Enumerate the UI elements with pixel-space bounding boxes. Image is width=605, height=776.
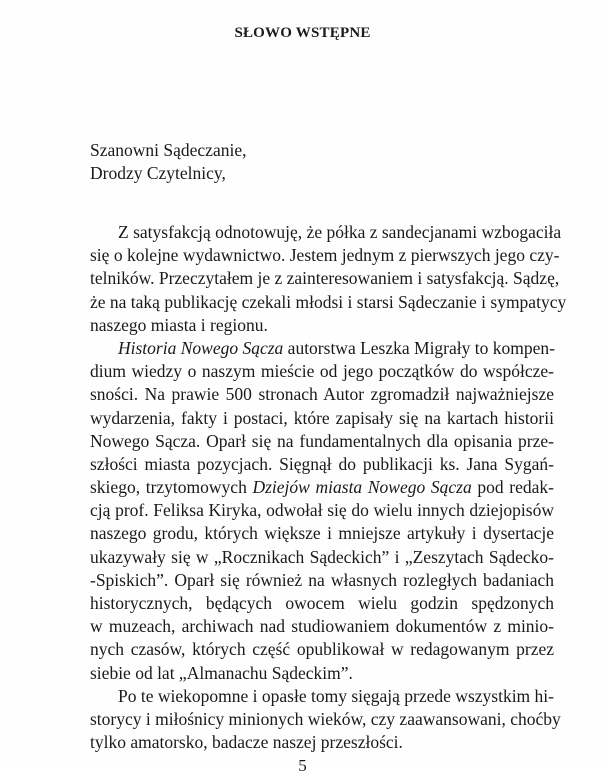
- text-line: [90, 569, 554, 592]
- text-run: siebie od lat „Almanachu Sądeckim”.: [90, 662, 353, 683]
- text-run: skiego, trzytomowych: [90, 477, 253, 498]
- text-run: szłości miasta pozycjach. Sięgnął do publikacji ks. Jana Sygań-: [90, 453, 554, 474]
- text-line: [90, 476, 554, 499]
- text-line: [90, 267, 560, 290]
- text-line: [90, 731, 554, 754]
- text-run: historycznych, będących owocem wielu godzin spędzonych: [90, 593, 554, 613]
- text-run: storycy i miłośnicy minionych wieków, czy zaawansowani, choćby: [90, 708, 561, 729]
- text-run: że na taką publikację czekali młodsi i starsi Sądeczanie i sympatycy: [90, 291, 567, 312]
- text-run: Z satysfakcją odnotowuję, że półka z sandecjanami wzbogaciła: [118, 222, 562, 242]
- text-run: pod redak-: [471, 477, 554, 498]
- text-line: [90, 522, 554, 545]
- salutation: [90, 139, 246, 185]
- text-line: [90, 430, 554, 453]
- salutation-line: Szanowni Sądeczanie,: [90, 140, 247, 160]
- text-run: autorstwa Leszka Migrały to kompen-: [283, 337, 555, 358]
- italic-title: Historia Nowego Sącza: [118, 337, 284, 358]
- text-line: [90, 407, 554, 430]
- body-text: [90, 221, 567, 754]
- text-run: wydarzenia, fakty i postaci, które zapisały się na kartach historii: [90, 407, 554, 428]
- text-line: [90, 662, 554, 685]
- text-line: [90, 708, 561, 731]
- text-run: -Spiskich”. Oparł się również na własnych rozległych badaniach: [90, 569, 554, 590]
- text-run: telników. Przeczytałem je z zainteresowaniem i satysfakcją. Sądzę,: [90, 268, 560, 289]
- text-run: Po te wiekopomne i opasłe tomy sięgają przede wszystkim hi-: [118, 685, 554, 706]
- text-line: [90, 499, 554, 522]
- page-title: SŁOWO WSTĘPNE: [234, 25, 371, 41]
- text-run: naszego miasta i regionu.: [90, 314, 268, 335]
- italic-title: Dziejów miasta Nowego Sącza: [252, 477, 472, 498]
- text-run: naszego grodu, których większe i mniejsze artykuły i dysertacje: [90, 523, 554, 544]
- text-run: dium wiedzy o naszym mieście od jego początków do współcze-: [90, 361, 554, 382]
- text-run: się o kolejne wydawnictwo. Jestem jednym z pierwszych jego czy-: [90, 245, 560, 266]
- text-line: [90, 291, 567, 314]
- text-run: Nowego Sącza. Oparł się na fundamentalnych dla opisania prze-: [90, 430, 554, 451]
- salutation-line: Drodzy Czytelnicy,: [90, 163, 226, 183]
- text-line: [90, 314, 554, 337]
- text-line: [90, 383, 554, 406]
- text-run: nych czasów, których część opublikował w redagowanym przez: [90, 639, 554, 660]
- text-run: ukazywały się w „Rocznikach Sądeckich” i „Zeszytach Sądecko-: [90, 546, 554, 567]
- text-line: [90, 453, 554, 476]
- text-run: tylko amatorsko, badacze naszej przeszłości.: [90, 732, 403, 753]
- text-line: [90, 638, 554, 661]
- text-run: w muzeach, archiwach nad studiowaniem dokumentów z minio-: [90, 616, 554, 637]
- text-line: [90, 337, 554, 360]
- text-line: [90, 221, 562, 244]
- text-run: sności. Na prawie 500 stronach Autor zgromadził najważniejsze: [90, 384, 554, 405]
- text-line: [90, 244, 560, 267]
- text-line: [90, 360, 554, 383]
- text-line: [90, 685, 554, 708]
- text-run: cją prof. Feliksa Kiryka, odwołał się do wielu innych dziejopisów: [90, 500, 554, 521]
- page-number: 5: [298, 756, 307, 775]
- text-line: [90, 592, 554, 615]
- text-line: [90, 546, 554, 569]
- text-line: [90, 615, 554, 638]
